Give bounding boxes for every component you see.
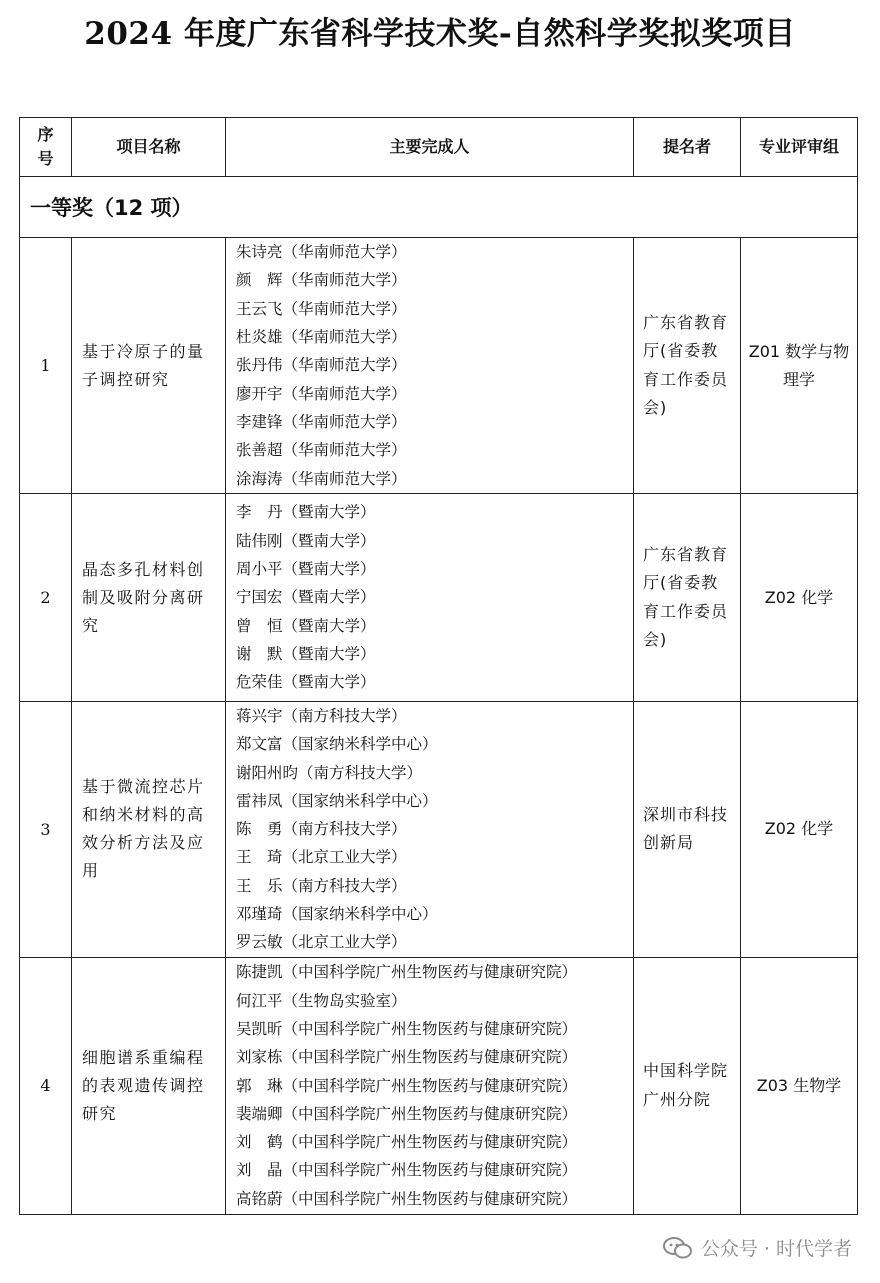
person-entry: 郭 琳（中国科学院广州生物医药与健康研究院） xyxy=(236,1076,578,1095)
person-entry: 郑文富（国家纳米科学中心） xyxy=(236,735,438,754)
person-entry: 张善超（华南师范大学） xyxy=(236,441,407,460)
header-seq: 序号 xyxy=(20,118,72,177)
header-people: 主要完成人 xyxy=(226,118,634,177)
person-entry: 张丹伟（华南师范大学） xyxy=(236,356,407,375)
section-label: 一等奖（12 项） xyxy=(20,177,858,238)
person-entry: 裴端卿（中国科学院广州生物医药与健康研究院） xyxy=(236,1104,578,1123)
row-review-group: Z02 化学 xyxy=(741,702,858,958)
row-project-name: 晶态多孔材料创制及吸附分离研究 xyxy=(72,494,226,702)
person-entry: 刘家栋（中国科学院广州生物医药与健康研究院） xyxy=(236,1048,578,1067)
row-project-name: 基于冷原子的量子调控研究 xyxy=(72,238,226,494)
person-entry: 宁国宏（暨南大学） xyxy=(236,588,376,607)
person-entry: 陈捷凯（中国科学院广州生物医药与健康研究院） xyxy=(236,963,578,982)
header-nominator: 提名者 xyxy=(634,118,741,177)
person-entry: 周小平（暨南大学） xyxy=(236,560,376,579)
row-project-name: 细胞谱系重编程的表观遗传调控研究 xyxy=(72,957,226,1214)
person-entry: 谢阳州昀（南方科技大学） xyxy=(236,763,423,782)
table-row xyxy=(20,702,858,958)
row-review-group: Z02 化学 xyxy=(741,494,858,702)
row-seq: 2 xyxy=(20,494,72,702)
row-people xyxy=(226,238,634,494)
header-project: 项目名称 xyxy=(72,118,226,177)
person-entry: 陈 勇（南方科技大学） xyxy=(236,820,407,839)
row-people xyxy=(226,957,634,1214)
row-seq: 3 xyxy=(20,702,72,958)
person-entry: 刘 晶（中国科学院广州生物医药与健康研究院） xyxy=(236,1161,578,1180)
person-entry: 高铭蔚（中国科学院广州生物医药与健康研究院） xyxy=(236,1189,578,1208)
row-nominator: 中国科学院广州分院 xyxy=(634,957,741,1214)
row-review-group: Z01 数学与物理学 xyxy=(741,238,858,494)
person-entry: 李建锋（华南师范大学） xyxy=(236,412,407,431)
person-entry: 陆伟刚（暨南大学） xyxy=(236,531,376,550)
person-entry: 蒋兴宇（南方科技大学） xyxy=(236,707,407,725)
row-nominator: 广东省教育厅(省委教育工作委员会) xyxy=(634,238,741,494)
person-entry: 颜 辉（华南师范大学） xyxy=(236,271,407,290)
page-title: 2024 年度广东省科学技术奖-自然科学奖拟奖项目 xyxy=(84,16,796,52)
person-entry: 邓瑾琦（国家纳米科学中心） xyxy=(236,905,438,924)
row-nominator: 深圳市科技创新局 xyxy=(634,702,741,958)
table-header-row xyxy=(20,118,858,177)
row-project-name: 基于微流控芯片和纳米材料的高效分析方法及应用 xyxy=(72,702,226,958)
award-table xyxy=(19,117,858,1215)
row-seq: 4 xyxy=(20,957,72,1214)
row-people xyxy=(226,702,634,958)
row-seq: 1 xyxy=(20,238,72,494)
wechat-icon xyxy=(663,1236,693,1260)
person-entry: 王 琦（北京工业大学） xyxy=(236,848,407,867)
person-entry: 罗云敏（北京工业大学） xyxy=(236,933,407,952)
person-entry: 危荣佳（暨南大学） xyxy=(236,673,376,692)
watermark-text: 公众号 · 时代学者 xyxy=(700,1238,852,1260)
person-entry: 谢 默（暨南大学） xyxy=(236,644,376,663)
person-entry: 涂海涛（华南师范大学） xyxy=(236,469,407,488)
person-entry: 杜炎雄（华南师范大学） xyxy=(236,328,407,347)
table-row xyxy=(20,238,858,494)
person-entry: 廖开宇（华南师范大学） xyxy=(236,384,407,403)
person-entry: 朱诗亮（华南师范大学） xyxy=(236,243,407,262)
person-entry: 曾 恒（暨南大学） xyxy=(236,616,376,635)
table-row xyxy=(20,957,858,1214)
section-row xyxy=(20,177,858,238)
header-group: 专业评审组 xyxy=(741,118,858,177)
person-entry: 何江平（生物岛实验室） xyxy=(236,991,407,1010)
person-entry: 李 丹（暨南大学） xyxy=(236,503,376,522)
watermark xyxy=(663,1234,852,1261)
row-people xyxy=(226,494,634,702)
person-entry: 王云飞（华南师范大学） xyxy=(236,299,407,318)
row-nominator: 广东省教育厅(省委教育工作委员会) xyxy=(634,494,741,702)
person-entry: 吴凯昕（中国科学院广州生物医药与健康研究院） xyxy=(236,1019,578,1038)
row-review-group: Z03 生物学 xyxy=(741,957,858,1214)
person-entry: 王 乐（南方科技大学） xyxy=(236,876,407,895)
table-row xyxy=(20,494,858,702)
person-entry: 雷祎凤（国家纳米科学中心） xyxy=(236,791,438,810)
person-entry: 刘 鹤（中国科学院广州生物医药与健康研究院） xyxy=(236,1133,578,1152)
